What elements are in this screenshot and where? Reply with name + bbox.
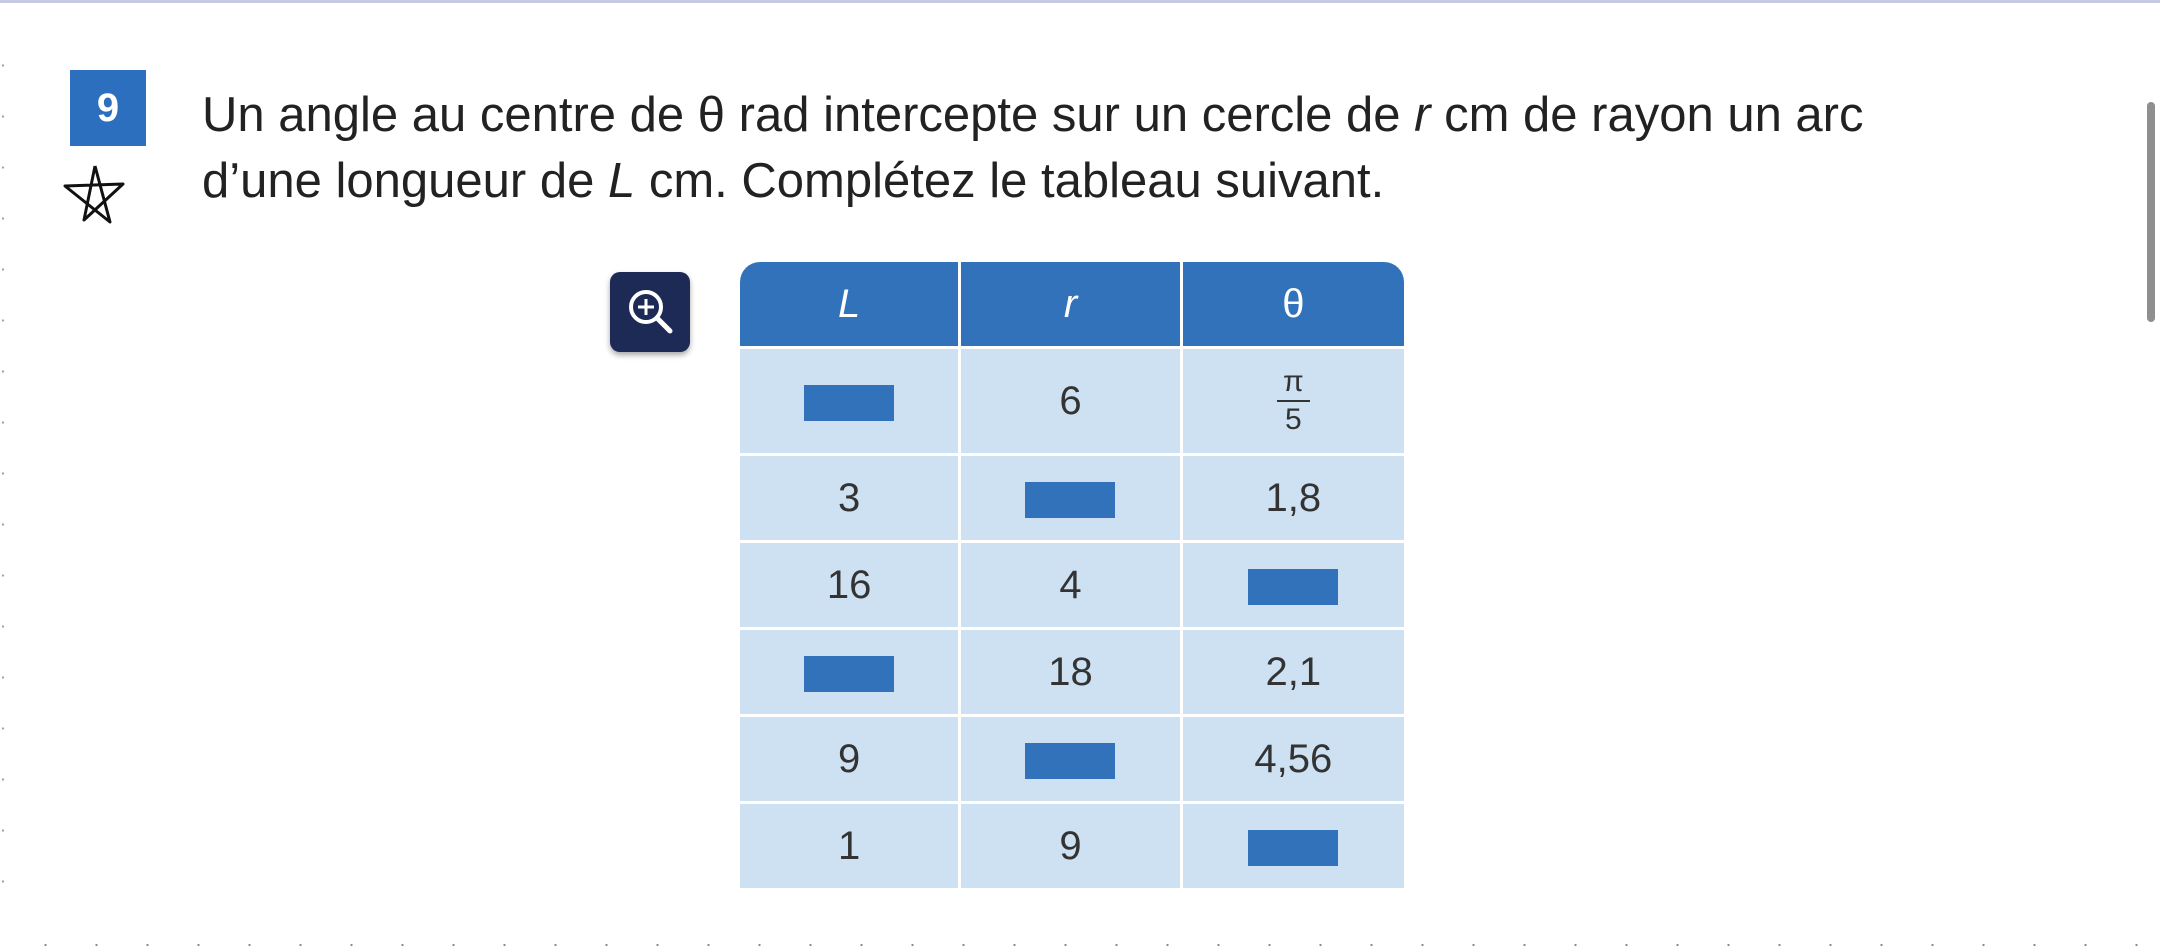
fraction-numerator: π (1277, 366, 1310, 402)
table-cell-theta (1183, 717, 1404, 804)
cell-value: 9 (838, 736, 861, 781)
cell-value: 1 (838, 823, 861, 868)
zoom-button[interactable] (610, 272, 690, 352)
table-row (740, 543, 1404, 630)
bottom-dotted-line (20, 942, 2140, 948)
table-cell-theta (1183, 804, 1404, 891)
table-cell-theta (1183, 456, 1404, 543)
fraction (1277, 366, 1310, 436)
table-cell-theta (1183, 349, 1404, 456)
statement-line-2: d’une longueur de L cm. Complétez le tableau suivant. (202, 154, 1385, 208)
answer-blank[interactable] (1248, 830, 1338, 866)
table-row (740, 349, 1404, 456)
exercise-number-badge (70, 70, 146, 146)
fraction-denominator: 5 (1284, 403, 1302, 436)
table-cell-theta (1183, 543, 1404, 630)
table-header-row (740, 262, 1404, 349)
cell-value: 2,1 (1265, 649, 1322, 694)
table-row (740, 717, 1404, 804)
values-table-container (740, 262, 1404, 891)
cell-value: 16 (826, 562, 872, 607)
star-icon (60, 162, 130, 226)
top-rule (0, 0, 2160, 3)
answer-blank[interactable] (804, 385, 894, 421)
table-cell-L (740, 630, 961, 717)
cell-value: 1,8 (1265, 475, 1322, 520)
table-cell-theta (1183, 630, 1404, 717)
table-cell-r (961, 349, 1182, 456)
table-cell-r (961, 717, 1182, 804)
answer-blank[interactable] (1025, 743, 1115, 779)
scrollbar[interactable] (2147, 102, 2155, 322)
exercise-statement (202, 82, 2002, 214)
table-cell-L (740, 804, 961, 891)
table-row (740, 630, 1404, 717)
table-row (740, 804, 1404, 891)
cell-value: 4,56 (1254, 736, 1333, 781)
cell-value: 4 (1059, 562, 1082, 607)
table-cell-r (961, 804, 1182, 891)
table-cell-r (961, 630, 1182, 717)
cell-value: 18 (1048, 649, 1093, 694)
answer-blank[interactable] (804, 656, 894, 692)
answer-blank[interactable] (1248, 569, 1338, 605)
exercise-number: 9 (96, 85, 120, 130)
table-cell-L (740, 349, 961, 456)
cell-value: 3 (838, 475, 861, 520)
values-table (740, 262, 1404, 891)
table-cell-L (740, 717, 961, 804)
table-cell-L (740, 456, 961, 543)
variable-r: r (1414, 88, 1431, 142)
header-theta: θ (1183, 262, 1404, 349)
left-margin-dots (0, 40, 6, 920)
header-r: r (961, 262, 1182, 349)
variable-L: L (607, 154, 636, 208)
cell-value: 6 (1059, 378, 1082, 423)
table-row (740, 456, 1404, 543)
zoom-in-icon (622, 284, 678, 340)
table-cell-r (961, 543, 1182, 630)
cell-value: 9 (1059, 823, 1082, 868)
answer-blank[interactable] (1025, 482, 1115, 518)
table-cell-L (740, 543, 961, 630)
table-cell-r (961, 456, 1182, 543)
header-L: L (740, 262, 961, 349)
statement-line-1: Un angle au centre de θ rad intercepte sur un cercle de r cm de rayon un arc (202, 88, 1864, 142)
